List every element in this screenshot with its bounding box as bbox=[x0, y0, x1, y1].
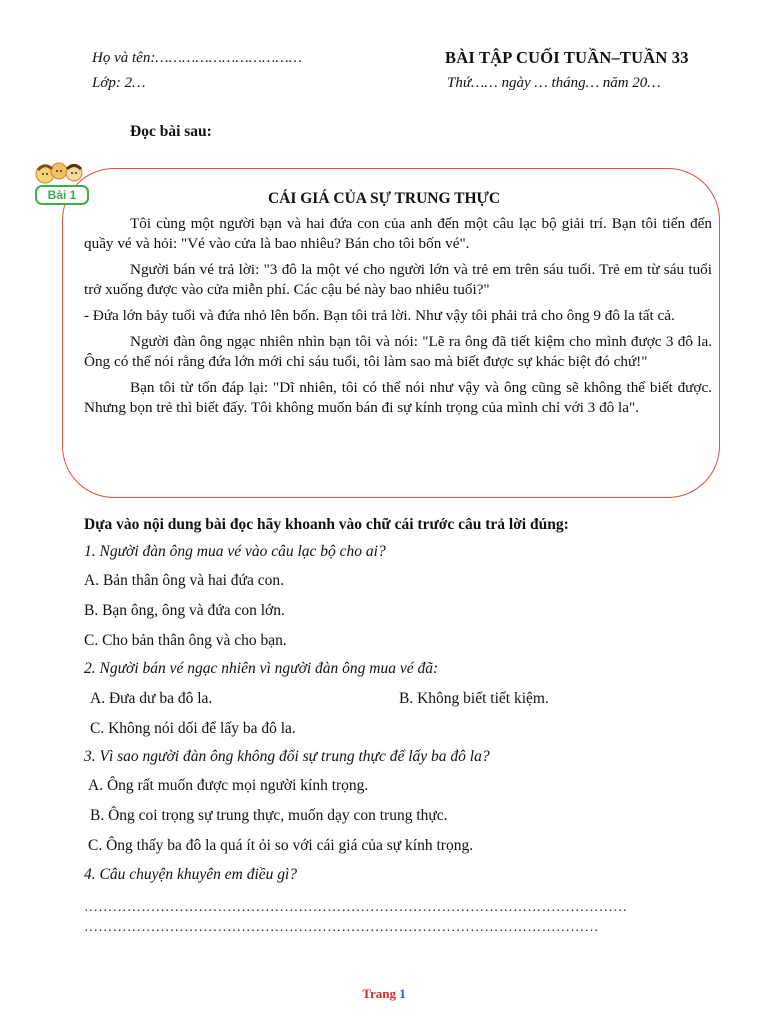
q1-option-a[interactable]: A. Bản thân ông và hai đứa con. bbox=[84, 572, 284, 589]
q1-option-c[interactable]: C. Cho bản thân ông và cho bạn. bbox=[84, 632, 287, 649]
worksheet-title: BÀI TẬP CUỐI TUẦN–TUẦN 33 bbox=[445, 48, 689, 67]
story-paragraph: Bạn tôi từ tốn đáp lại: "Dĩ nhiên, tôi có thể nói như vậy và ông cũng sẽ không thể biết được. Nhưng bọn trẻ thì biết đấy. Tôi không muốn bán đi sự kính trọng của mình chỉ với 3 đô la". bbox=[84, 379, 712, 416]
page-label: Trang bbox=[362, 986, 396, 1001]
question-1: 1. Người đàn ông mua vé vào câu lạc bộ cho ai? bbox=[84, 543, 386, 560]
story-text bbox=[84, 214, 712, 424]
story-paragraph: Người đàn ông ngạc nhiên nhìn bạn tôi và nói: "Lẽ ra ông đã tiết kiệm cho mình được 3 đô la. Ông có thể nói rằng đứa lớn mới chỉ sáu tuổi, tôi làm sao mà biết được sự khác biệt đó chứ!" bbox=[84, 333, 712, 370]
story-title: CÁI GIÁ CỦA SỰ TRUNG THỰC bbox=[267, 190, 501, 207]
student-name-field: Họ và tên:…………………………… bbox=[92, 50, 303, 66]
story-paragraph: Tôi cùng một người bạn và hai đứa con của anh đến một câu lạc bộ giải trí. Bạn tôi tiến đến quầy vé và hỏi: "Vé vào cửa là bao nhiêu? Bán cho tôi bốn vé". bbox=[84, 215, 712, 252]
q2-option-c[interactable]: C. Không nói dối để lấy ba đô la. bbox=[90, 720, 296, 737]
question-3: 3. Vì sao người đàn ông không đổi sự trung thực để lấy ba đô la? bbox=[84, 748, 490, 765]
story-paragraph: Người bán vé trả lời: "3 đô la một vé cho người lớn và trẻ em trên sáu tuổi. Trẻ em từ sáu tuổi trở xuống được vào cửa miễn phí. Các cậu bé này bao nhiêu tuổi?" bbox=[84, 261, 712, 298]
answer-line-2[interactable]: ……………………………………………………………………………………………… bbox=[84, 920, 599, 935]
q3-option-b[interactable]: B. Ông coi trọng sự trung thực, muốn dạy con trung thực. bbox=[90, 807, 448, 824]
question-4: 4. Câu chuyện khuyên em điều gì? bbox=[84, 866, 298, 883]
story-paragraph: - Đứa lớn bảy tuổi và đứa nhỏ lên bốn. Bạn tôi trả lời. Như vậy tôi phải trả cho ông 9 đô la tất cả. bbox=[84, 307, 675, 324]
q3-option-c[interactable]: C. Ông thấy ba đô la quá ít ỏi so với cái giá của sự kính trọng. bbox=[88, 837, 474, 854]
q2-option-b[interactable]: B. Không biết tiết kiệm. bbox=[399, 690, 549, 707]
q3-option-a[interactable]: A. Ông rất muốn được mọi người kính trọng. bbox=[88, 777, 369, 794]
q1-option-b[interactable]: B. Bạn ông, ông và đứa con lớn. bbox=[84, 602, 285, 619]
badge-label: Bài 1 bbox=[47, 188, 77, 202]
page-number: 1 bbox=[399, 986, 406, 1001]
class-field: Lớp: 2… bbox=[92, 75, 146, 91]
question-2: 2. Người bán vé ngạc nhiên vì người đàn ông mua vé đã: bbox=[84, 660, 439, 677]
answer-line-1[interactable]: …………………………………………………………………………………………………… bbox=[84, 900, 628, 915]
questions-heading: Dựa vào nội dung bài đọc hãy khoanh vào chữ cái trước câu trả lời đúng: bbox=[84, 516, 569, 533]
q2-option-a[interactable]: A. Đưa dư ba đô la. bbox=[90, 690, 213, 707]
page-footer bbox=[0, 986, 768, 1002]
reading-instruction: Đọc bài sau: bbox=[130, 123, 212, 140]
date-line: Thứ…… ngày … tháng… năm 20… bbox=[447, 75, 661, 91]
